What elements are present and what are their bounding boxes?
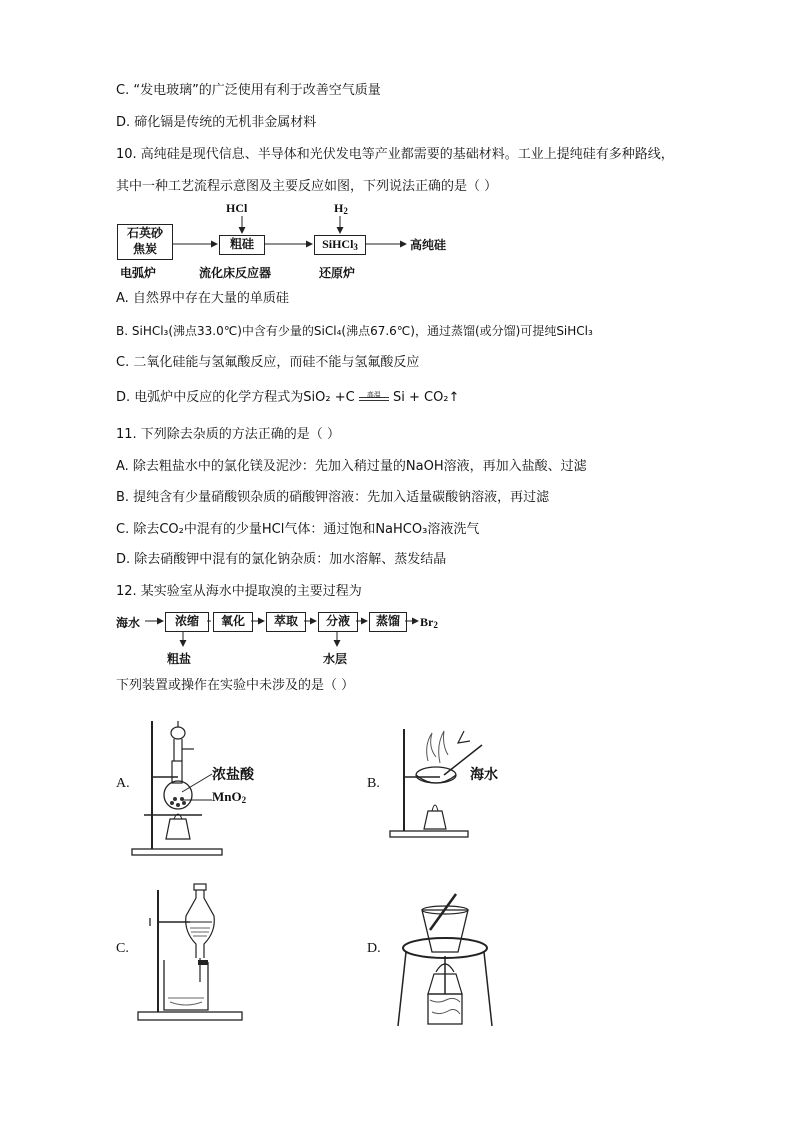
q12-option-c-letter: C. [116,941,129,956]
condition-label: 高温 [366,390,381,399]
q12-option-a-letter: A. [116,776,130,791]
flow2-product-sub: 2 [433,620,438,630]
q10-option-d [116,389,459,407]
flow-reagent-h2-base: H [334,201,344,215]
flow2-byproduct-water: 水层 [323,652,348,666]
flow-box-furnace-line2: 焦炭 [132,242,157,256]
flow-product-pure-silicon: 高纯硅 [410,238,447,252]
flow2-step-distill: 蒸馏 [369,612,407,632]
q12-option-b-letter: B. [367,776,380,791]
flow-reagent-h2 [334,201,348,216]
apparatus-a-label-hcl: 浓盐酸 [212,767,254,783]
flow-reagent-hcl: HCl [226,201,248,215]
q10-option-a: A. 自然界中存在大量的单质硅 [116,291,289,306]
flow2-step-concentrate: 浓缩 [165,612,209,632]
flow2-start-seawater: 海水 [116,616,141,630]
apparatus-c-separatory-funnel-icon [134,882,254,1027]
flow2-step-separate: 分液 [318,612,358,632]
flow-box-sihcl3 [314,235,366,255]
q10-stem-line2: 其中一种工艺流程示意图及主要反应如图，下列说法正确的是（ ） [116,179,498,194]
q10-option-c: C. 二氧化硅能与氢氟酸反应，而硅不能与氢氟酸反应 [116,355,420,370]
q10-stem-line1: 10. 高纯硅是现代信息、半导体和光伏发电等产业都需要的基础材料。工业上提纯硅有多种路线， [116,147,674,162]
flow-box-sihcl3-base: SiHCl [322,237,354,251]
q11-option-c: C. 除去CO₂中混有的少量HCl气体：通过饱和NaHCO₃溶液洗气 [116,522,480,537]
q9-option-c: C. “发电玻璃”的广泛使用有利于改善空气质量 [116,83,381,98]
q9-option-d: D. 碲化镉是传统的无机非金属材料 [116,115,317,130]
flow-box-sihcl3-sub: 3 [353,242,358,252]
q10-flow-diagram [0,0,794,290]
flow-reagent-h2-sub: 2 [343,206,348,216]
flow2-step-oxidize: 氧化 [213,612,253,632]
apparatus-a-label-mno2-sub: 2 [241,795,247,805]
q10-option-d-pre: D. 电弧炉中反应的化学方程式为SiO₂ +C [116,390,355,405]
q11-option-a: A. 除去粗盐水中的氯化镁及泥沙：先加入稍过量的NaOH溶液，再加入盐酸、过滤 [116,459,587,474]
flow-arrows [0,0,794,290]
flow2-byproduct-salt: 粗盐 [167,652,192,666]
high-temp-condition-arrow [359,390,389,401]
q10-option-b: B. SiHCl₃(沸点33.0℃)中含有少量的SiCl₄(沸点67.6℃)，通过蒸馏(或分馏)可提纯SiHCl₃ [116,324,593,338]
apparatus-b-label-seawater: 海水 [470,767,498,783]
apparatus-a-leader-lines [180,770,220,810]
q11-stem: 11. 下列除去杂质的方法正确的是（ ） [116,427,340,442]
flow2-step-extract: 萃取 [266,612,306,632]
apparatus-a-label-mno2-base: MnO [212,789,242,804]
flow-box-furnace-line1: 石英砂 [126,226,163,240]
flow2-product-base: Br [420,615,434,629]
q12-option-d-letter: D. [367,941,381,956]
q11-option-b: B. 提纯含有少量硝酸钡杂质的硝酸钾溶液：先加入适量碳酸钠溶液，再过滤 [116,490,550,505]
flow-caption-arc-furnace: 电弧炉 [120,266,157,280]
q12-stem: 12. 某实验室从海水中提取溴的主要过程为 [116,584,362,599]
q11-option-d: D. 除去硝酸钾中混有的氯化钠杂质：加水溶解、蒸发结晶 [116,552,447,567]
flow2-product-br2 [420,615,438,630]
apparatus-d-crucible-icon [390,890,500,1030]
q10-option-d-post: Si + CO₂↑ [392,390,460,405]
q12-question: 下列装置或操作在实验中未涉及的是（ ） [116,678,355,693]
flow-caption-reduction-furnace: 还原炉 [319,266,356,280]
flow-box-furnace-input [117,224,173,260]
flow-box-crude-silicon: 粗硅 [219,235,265,255]
flow-caption-fluidized-bed: 流化床反应器 [199,266,272,280]
